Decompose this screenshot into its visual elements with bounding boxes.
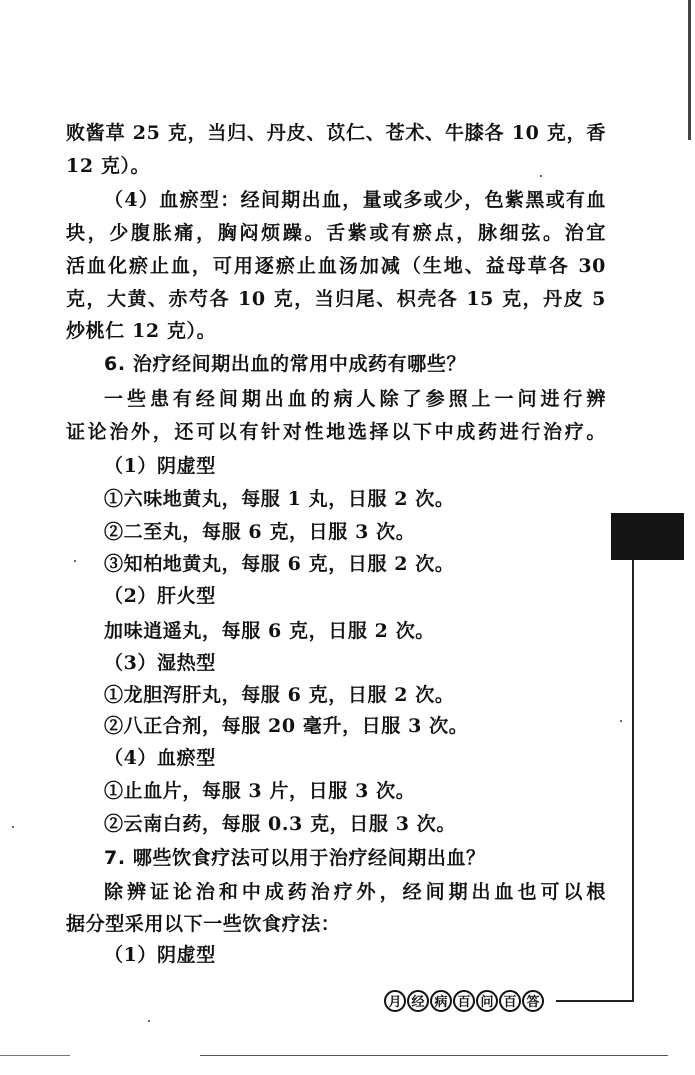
scan-speck [620, 720, 622, 722]
body-text-line: 除辨证论治和中成药治疗外，经间期出血也可以根 [104, 881, 606, 903]
scan-speck [148, 1020, 150, 1022]
body-text-line: 一些患有经间期出血的病人除了参照上一问进行辨 [104, 388, 606, 410]
body-text-line: 败酱草 25 克，当归、丹皮、苡仁、苍术、牛膝各 10 克，香 [66, 122, 606, 144]
body-text-line: 证论治外，还可以有针对性地选择以下中成药进行治疗。 [66, 421, 606, 443]
body-text-line: ②二至丸，每服 6 克，日服 3 次。 [104, 521, 416, 543]
body-text-line: ②八正合剂，每服 20 毫升，日服 3 次。 [104, 715, 469, 737]
scan-speck [12, 826, 14, 828]
logo-char: 答 [522, 990, 544, 1012]
scan-speck [540, 175, 542, 177]
logo-char: 百 [499, 990, 521, 1012]
chapter-thumb-tab [611, 513, 684, 560]
body-text-line: ②云南白药，每服 0.3 克，日服 3 次。 [104, 813, 456, 835]
logo-char: 经 [407, 990, 429, 1012]
body-text-line: 炒桃仁 12 克）。 [66, 320, 217, 342]
body-text-line: ①龙胆泻肝丸，每服 6 克，日服 2 次。 [104, 684, 455, 706]
body-text-line: （3）湿热型 [104, 652, 216, 674]
page-edge-shadow [688, 0, 691, 140]
body-text-line: （4）血瘀型 [104, 747, 216, 769]
body-text-line: 块，少腹胀痛，胸闷烦躁。舌紫或有瘀点，脉细弦。治宜 [66, 222, 606, 244]
body-text-line: ③知柏地黄丸，每服 6 克，日服 2 次。 [104, 553, 455, 575]
scan-edge-line [0, 1055, 70, 1056]
logo-char: 月 [384, 990, 406, 1012]
body-text-line: 克，大黄、赤芍各 10 克，当归尾、枳壳各 15 克，丹皮 5 [66, 288, 606, 310]
logo-char: 病 [430, 990, 452, 1012]
logo-char: 问 [476, 990, 498, 1012]
body-text-line: （4）血瘀型：经间期出血，量或多或少，色紫黑或有血 [104, 189, 606, 211]
body-text-line: （1）阴虚型 [104, 455, 216, 477]
margin-rule-vertical [632, 560, 634, 1002]
scan-edge-line [200, 1055, 668, 1056]
body-text-line: ①六味地黄丸，每服 1 丸，日服 2 次。 [104, 488, 455, 510]
logo-char: 百 [453, 990, 475, 1012]
body-text-line: 据分型采用以下一些饮食疗法： [66, 913, 341, 935]
body-text-line: （2）肝火型 [104, 585, 216, 607]
body-text-line: ①止血片，每服 3 片，日服 3 次。 [104, 780, 416, 802]
section-heading: 7. 哪些饮食疗法可以用于治疗经间期出血？ [104, 847, 486, 869]
body-text-line: 活血化瘀止血，可用逐瘀止血汤加减（生地、益母草各 30 [66, 255, 606, 277]
margin-rule-horizontal [556, 1000, 634, 1002]
body-text-line: 12 克）。 [66, 155, 151, 177]
body-text-line: 加味逍遥丸，每服 6 克，日服 2 次。 [104, 620, 435, 642]
scan-speck [74, 560, 76, 562]
series-title-logo [384, 989, 544, 1013]
section-heading: 6. 治疗经间期出血的常用中成药有哪些？ [104, 353, 467, 375]
body-text-line: （1）阴虚型 [104, 944, 216, 966]
